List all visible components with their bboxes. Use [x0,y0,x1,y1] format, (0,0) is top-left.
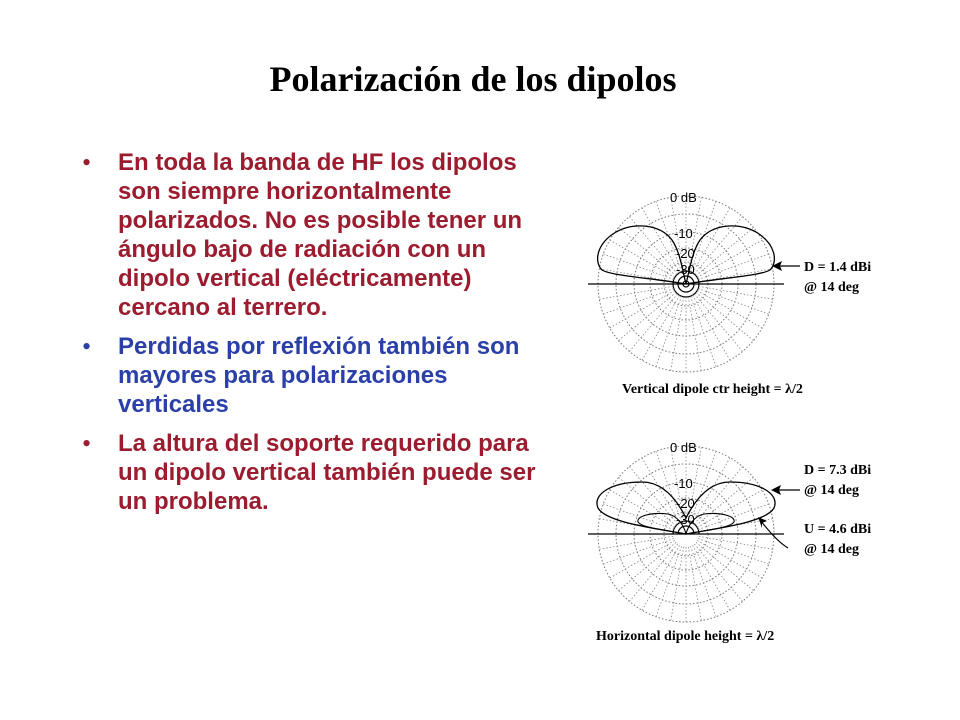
grid-spoke [696,477,753,525]
grid-spoke [696,542,753,590]
bullet-text: En toda la banda de HF los dipolos son siempre horizontalmente polarizados. No es posible tener un ángulo bajo de radiación con un dipolo vertical (eléctricamente) cercano al terrero. [118,149,523,321]
grid-spoke [629,217,677,274]
grid-spoke [694,544,742,601]
annotation-arrow-vertical [772,261,800,271]
grid-spoke [619,542,676,590]
grid-spoke [697,291,762,329]
bullet-item-3 [78,429,538,516]
grid-spoke [697,541,762,579]
slide-title: Polarización de los dipolos [269,59,677,99]
grid-spoke [693,545,731,610]
bullet-dot: • [82,332,92,361]
grid-spoke [694,217,742,274]
bullet-text: Perdidas por reflexión también son mayores para polarizaciones verticales [118,333,520,418]
bullet-item-2 [78,332,538,419]
caption-horizontal: Horizontal dipole height = λ/2 [596,629,775,644]
directivity-label: D = 7.3 dBi [804,463,872,478]
angle-label: @ 14 deg [804,542,860,557]
grid-spoke [697,490,762,528]
bullet-dot: • [82,429,92,458]
ring-label: -30 [676,512,695,527]
ring-label: 0 dB [670,190,697,205]
grid-spoke [693,208,731,273]
grid-spoke [694,294,742,351]
grid-spoke [619,477,676,525]
caption-vertical: Vertical dipole ctr height = λ/2 [622,382,803,397]
grid-spoke [642,295,680,360]
angle-label: @ 14 deg [804,483,860,498]
grid-spoke [629,294,677,351]
u-label: U = 4.6 dBi [804,522,872,537]
ring-labels-horizontal [670,440,697,527]
grid-spoke [693,295,731,360]
ring-labels-vertical [670,190,697,277]
angle-label: @ 14 deg [804,280,860,295]
radiation-pattern-svg [582,182,902,652]
bullet-text: La altura del soporte requerido para un dipolo vertical también puede ser un problema. [118,430,536,515]
bullet-dot: • [82,148,92,177]
bullet-list [78,148,538,526]
ring-label: -20 [676,246,695,261]
ring-label: -30 [676,262,695,277]
grid-spoke [696,292,753,340]
ring-label: -20 [676,496,695,511]
grid-spoke [610,240,675,278]
grid-spoke [629,544,677,601]
grid-spoke [610,291,675,329]
bullet-item-1 [78,148,538,322]
directivity-label: D = 1.4 dBi [804,260,872,275]
annotation-arrow-directivity [771,485,800,495]
ring-label: -10 [674,226,693,241]
grid-spoke [610,541,675,579]
grid-spoke [619,292,676,340]
grid-spoke [697,240,762,278]
radiation-pattern-figure [582,182,902,652]
grid-spoke [642,545,680,610]
grid-spoke [610,490,675,528]
ring-label: 0 dB [670,440,697,455]
ring-label: -10 [674,476,693,491]
